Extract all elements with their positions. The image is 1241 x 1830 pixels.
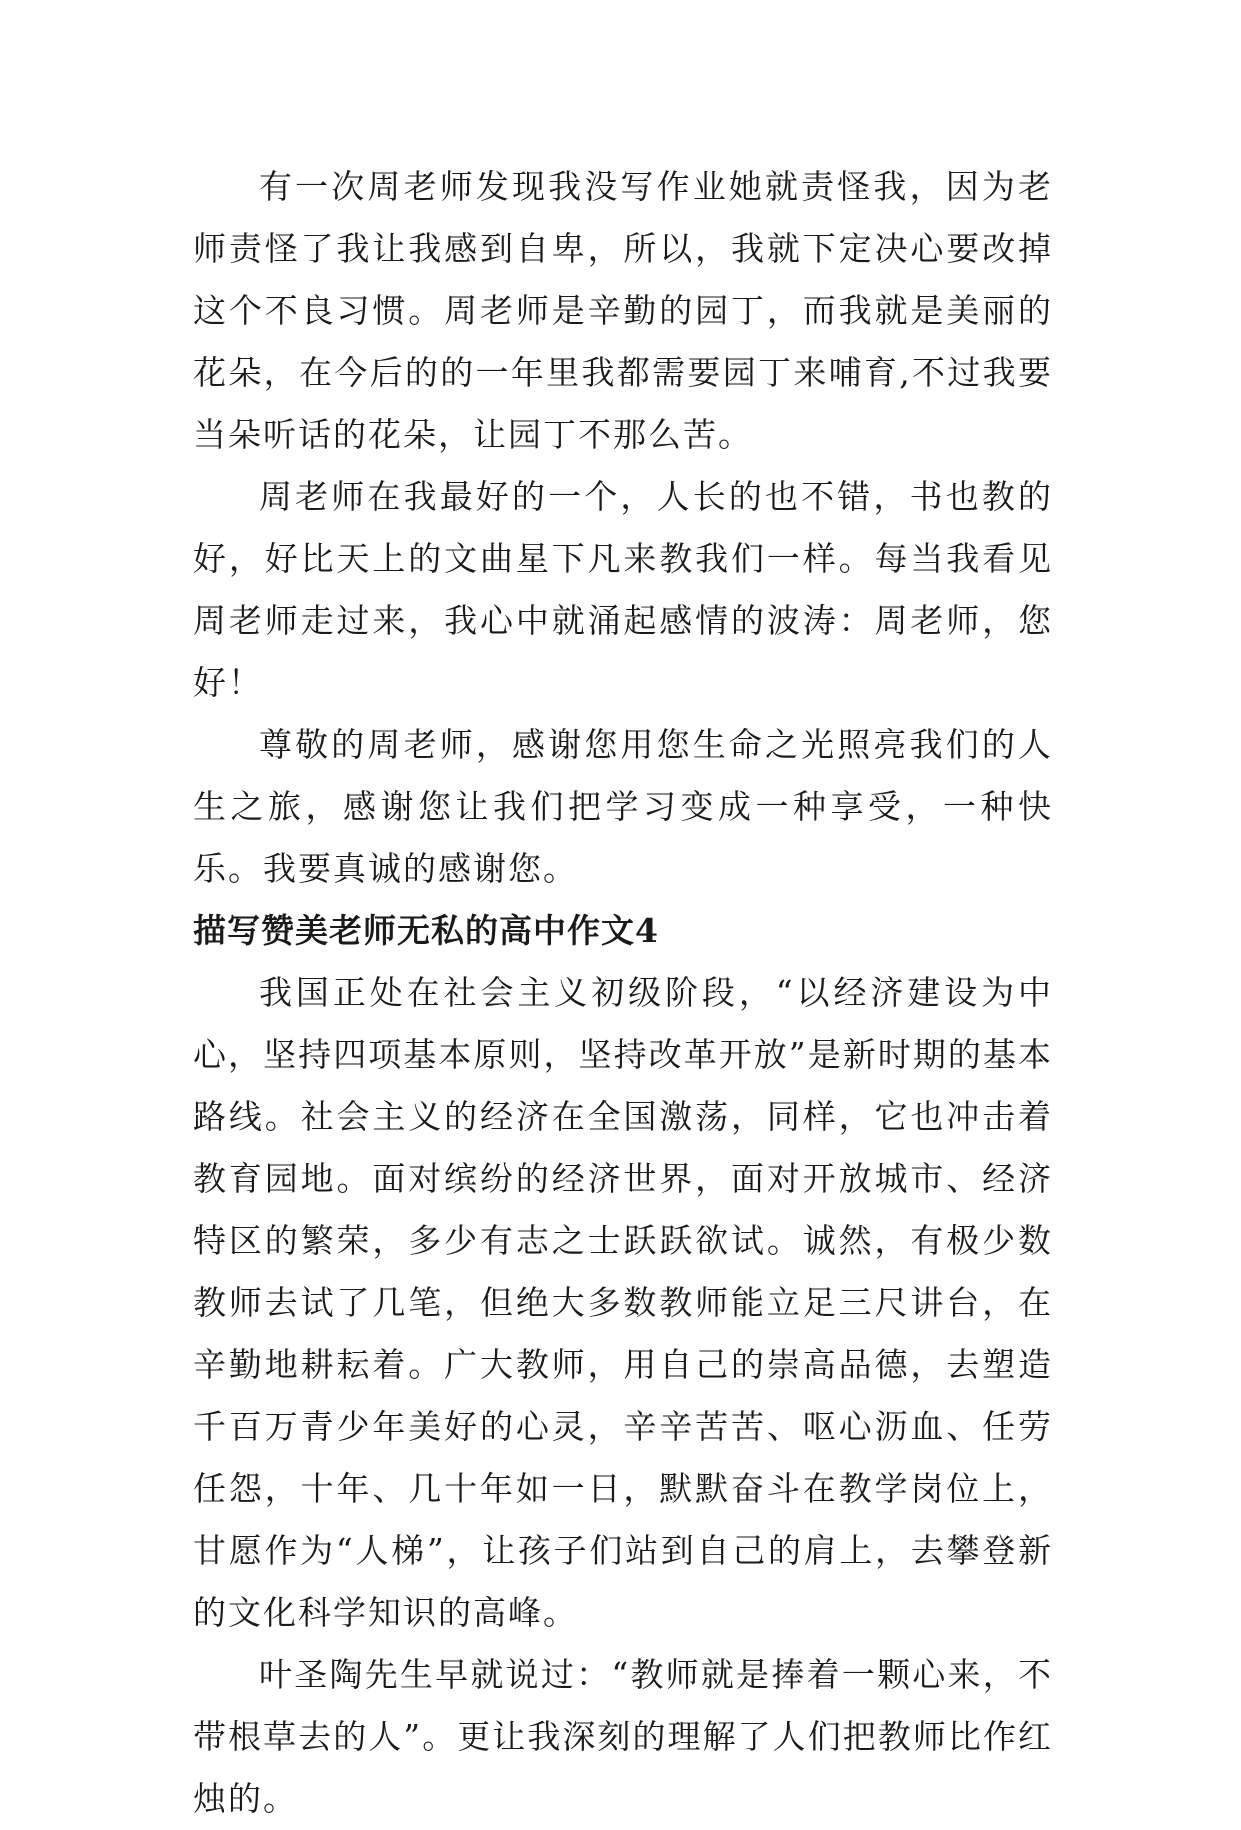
document-body: [193, 156, 1053, 1830]
paragraph-3: 尊敬的周老师，感谢您用您生命之光照亮我们的人生之旅，感谢您让我们把学习变成一种享受，一种快乐。我要真诚的感谢您。: [193, 725, 1053, 888]
paragraph-4: 我国正处在社会主义初级阶段，“以经济建设为中心，坚持四项基本原则，坚持改革开放”是新时期的基本路线。社会主义的经济在全国激荡，同样，它也冲击着教育园地。面对缤纷的经济世界，面对开放城市、经济特区的繁荣，多少有志之士跃跃欲试。诚然，有极少数教师去试了几笔，但绝大多数教师能立足三尺讲台，在辛勤地耕耘着。广大教师，用自己的崇高品德，去塑造千百万青少年美好的心灵，辛辛苦苦、呕心沥血、任劳任怨，十年、几十年如一日，默默奋斗在教学岗位上，甘愿作为“人梯”，让孩子们站到自己的肩上，去攀登新的文化科学知识的高峰。: [193, 973, 1053, 1632]
paragraph-5: 叶圣陶先生早就说过：“教师就是捧着一颗心来，不带根草去的人”。更让我深刻的理解了人们把教师比作红烛的。: [193, 1655, 1053, 1818]
paragraph-2: 周老师在我最好的一个，人长的也不错，书也教的好，好比天上的文曲星下凡来教我们一样。每当我看见周老师走过来，我心中就涌起感情的波涛：周老师，您好！: [193, 477, 1053, 702]
paragraph-1: 有一次周老师发现我没写作业她就责怪我，因为老师责怪了我让我感到自卑，所以，我就下定决心要改掉这个不良习惯。周老师是辛勤的园丁，而我就是美丽的花朵，在今后的的一年里我都需要园丁来哺育,不过我要当朵听话的花朵，让园丁不那么苦。: [193, 167, 1053, 454]
section-heading: 描写赞美老师无私的高中作文4: [193, 911, 659, 950]
